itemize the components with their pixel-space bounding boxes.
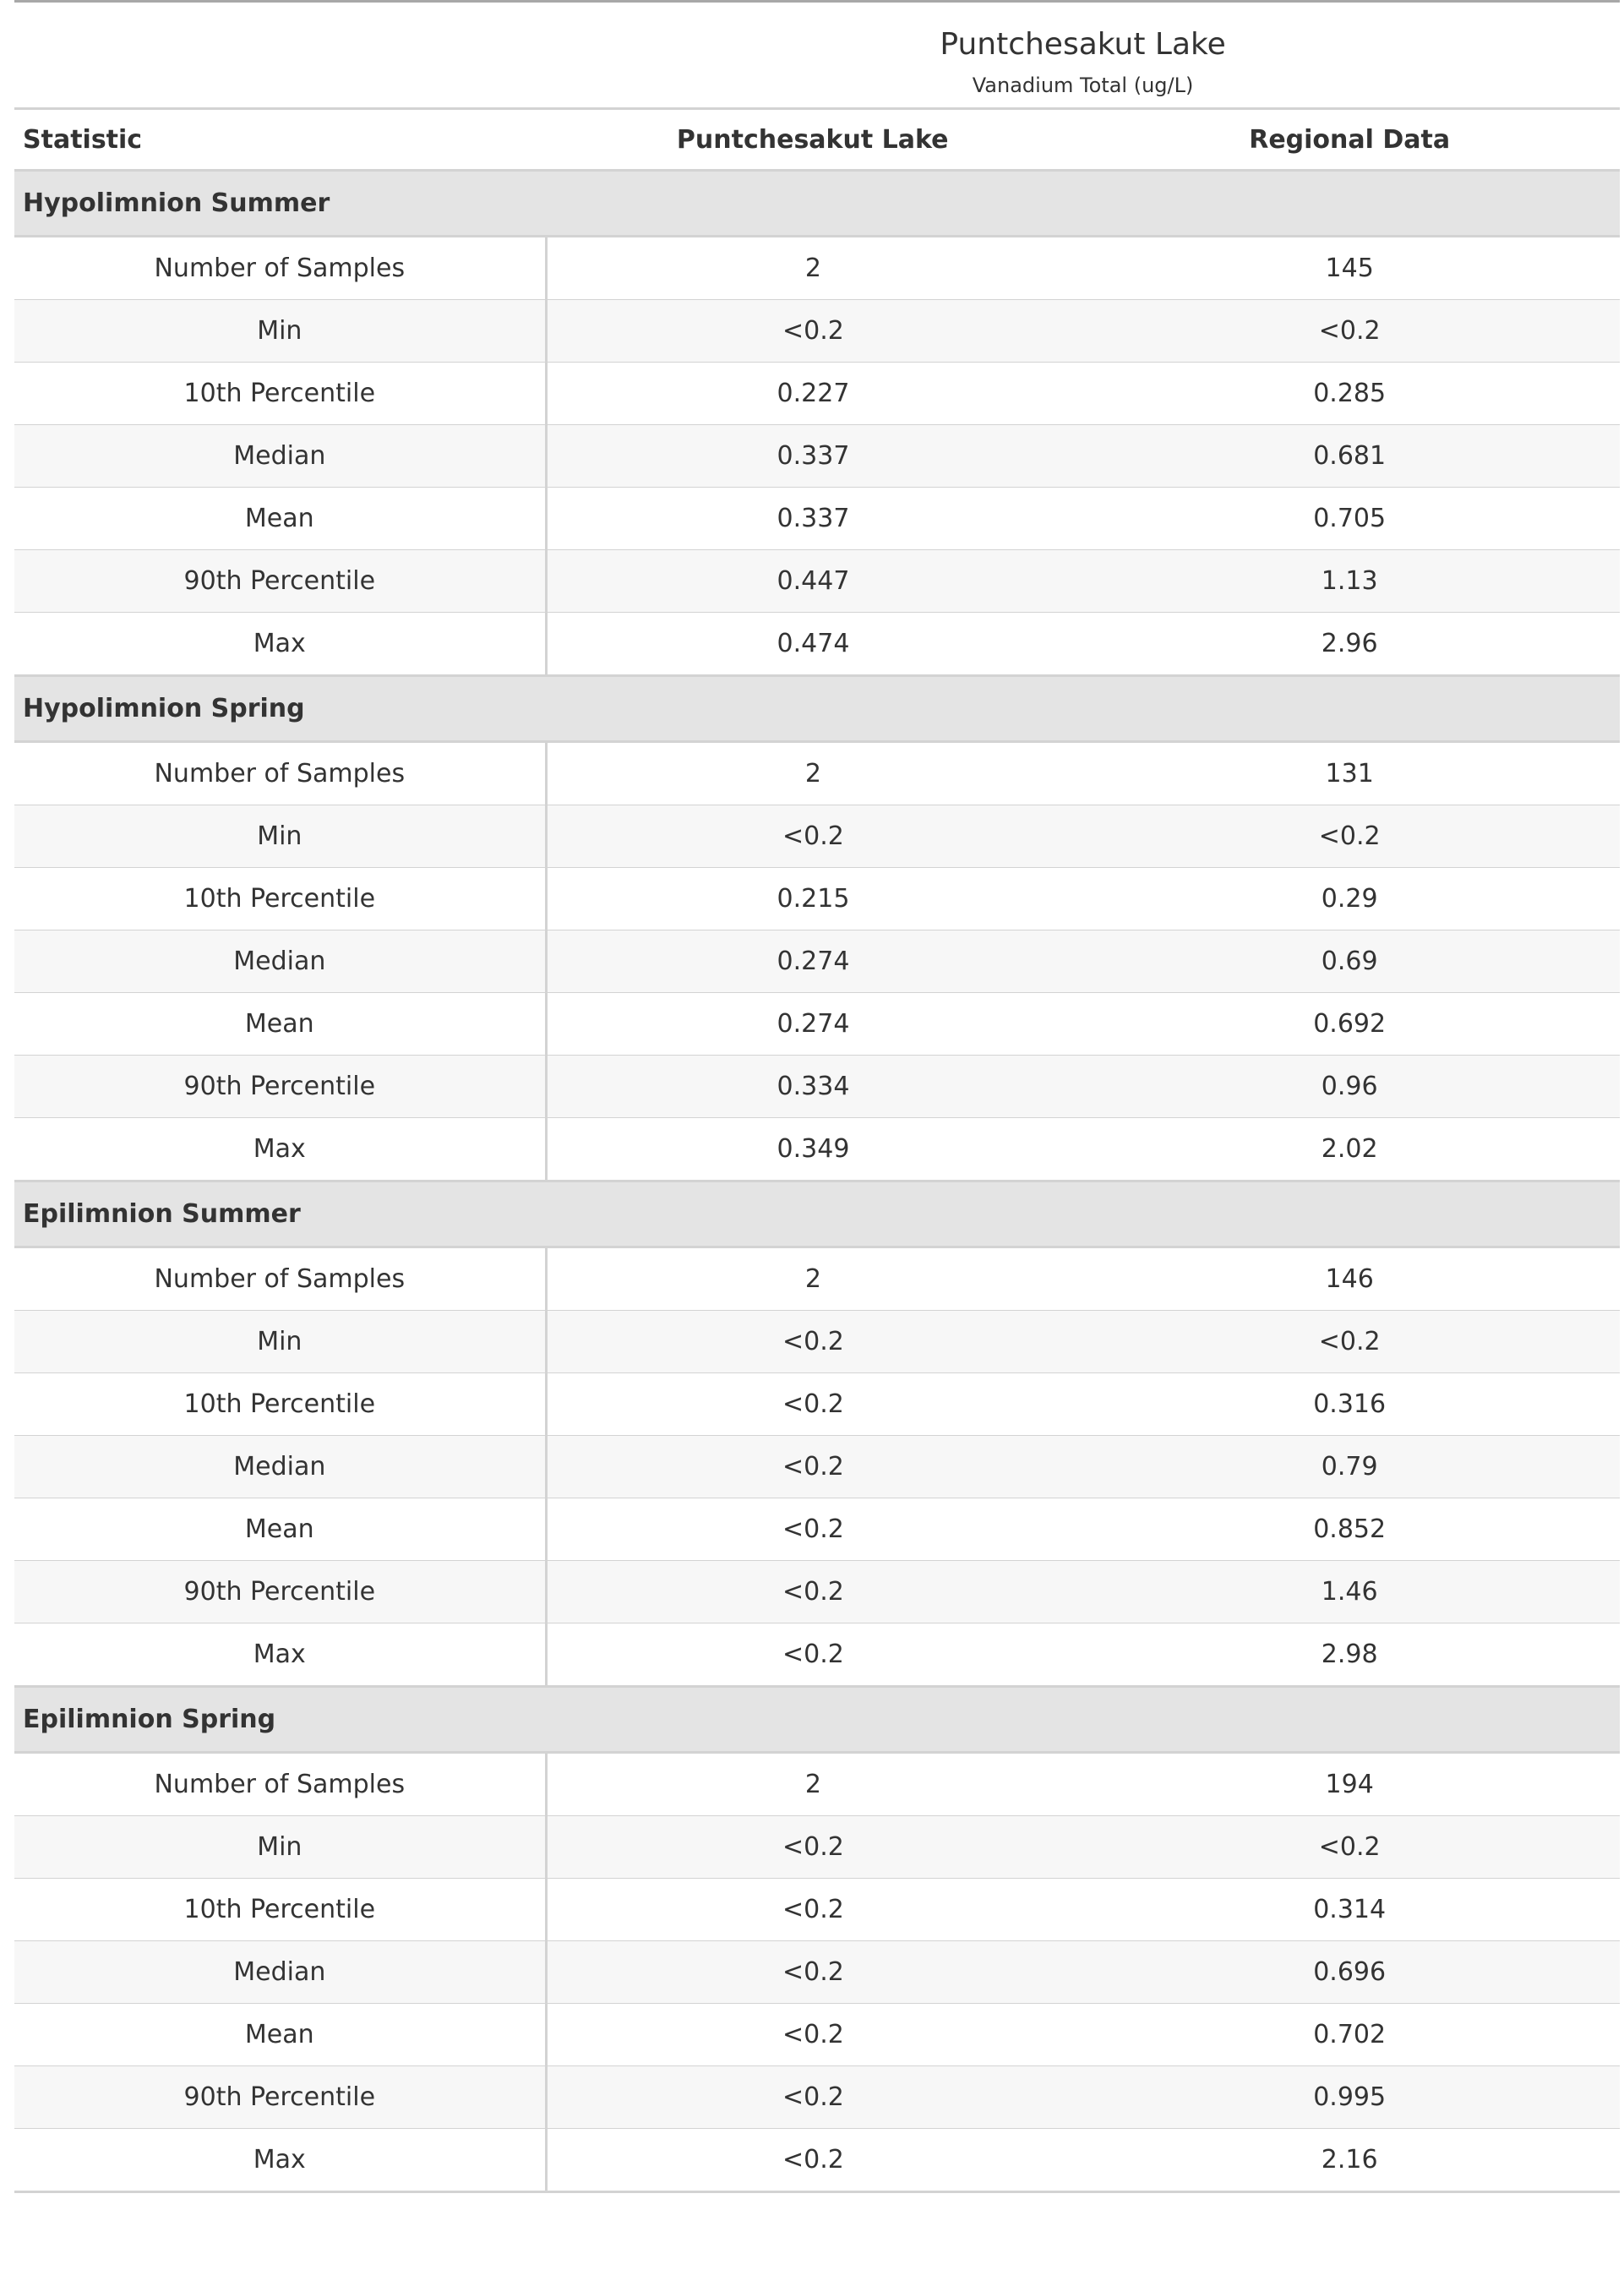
lake-value-cell: <0.2	[546, 1498, 1079, 1561]
lake-value-cell: 0.274	[546, 993, 1079, 1056]
lake-value-cell: <0.2	[546, 1816, 1079, 1879]
regional-value-cell: 1.13	[1079, 550, 1620, 613]
regional-value-cell: 2.16	[1079, 2129, 1620, 2192]
stat-cell: Median	[14, 1436, 546, 1498]
stat-cell: 90th Percentile	[14, 2066, 546, 2129]
regional-value-cell: <0.2	[1079, 1816, 1620, 1879]
lake-value-cell: 0.215	[546, 868, 1079, 930]
stat-cell: 90th Percentile	[14, 1561, 546, 1623]
table-row	[14, 742, 1620, 805]
regional-value-cell: 2.96	[1079, 613, 1620, 676]
lake-value-cell: 2	[546, 742, 1079, 805]
table-row	[14, 2066, 1620, 2129]
lake-value-cell: 0.337	[546, 488, 1079, 550]
regional-value-cell: 194	[1079, 1753, 1620, 1816]
stat-cell: Number of Samples	[14, 1753, 546, 1816]
table-row	[14, 425, 1620, 488]
stat-cell: Max	[14, 1623, 546, 1687]
table-row	[14, 1816, 1620, 1879]
lake-value-cell: 2	[546, 1247, 1079, 1311]
lake-value-cell: <0.2	[546, 1436, 1079, 1498]
table-row	[14, 1436, 1620, 1498]
lake-value-cell: 0.447	[546, 550, 1079, 613]
lake-value-cell: 0.349	[546, 1118, 1079, 1181]
stat-cell: Min	[14, 1311, 546, 1373]
table-row	[14, 1498, 1620, 1561]
stat-cell: Mean	[14, 1498, 546, 1561]
lake-value-cell: <0.2	[546, 1879, 1079, 1941]
column-header-row	[14, 109, 1620, 171]
group-label: Hypolimnion Summer	[14, 171, 1620, 237]
stat-cell: Min	[14, 1816, 546, 1879]
lake-value-cell: <0.2	[546, 300, 1079, 363]
regional-value-cell: 1.46	[1079, 1561, 1620, 1623]
group-header-row	[14, 1687, 1620, 1753]
lake-value-cell: <0.2	[546, 1311, 1079, 1373]
lake-value-cell: 2	[546, 237, 1079, 300]
lake-value-cell: <0.2	[546, 805, 1079, 868]
lake-value-cell: <0.2	[546, 1373, 1079, 1436]
lake-value-cell: 0.474	[546, 613, 1079, 676]
lake-value-cell: 2	[546, 1753, 1079, 1816]
table-row	[14, 363, 1620, 425]
group-header-row	[14, 171, 1620, 237]
stat-cell: 90th Percentile	[14, 550, 546, 613]
regional-value-cell: 0.705	[1079, 488, 1620, 550]
regional-value-cell: 146	[1079, 1247, 1620, 1311]
stat-cell: Median	[14, 1941, 546, 2004]
regional-value-cell: 0.69	[1079, 930, 1620, 993]
regional-value-cell: 131	[1079, 742, 1620, 805]
table-body	[14, 171, 1620, 2192]
table-row	[14, 488, 1620, 550]
table-row	[14, 1879, 1620, 1941]
regional-value-cell: <0.2	[1079, 1311, 1620, 1373]
table-row	[14, 237, 1620, 300]
regional-value-cell: 0.702	[1079, 2004, 1620, 2066]
table-row	[14, 993, 1620, 1056]
summary-table-container	[14, 0, 1620, 2193]
table-row	[14, 1056, 1620, 1118]
lake-value-cell: <0.2	[546, 1623, 1079, 1687]
table-subtitle: Vanadium Total (ug/L)	[972, 74, 1194, 97]
stat-cell: 10th Percentile	[14, 868, 546, 930]
lake-value-cell: <0.2	[546, 1941, 1079, 2004]
table-row	[14, 613, 1620, 676]
stat-cell: Number of Samples	[14, 1247, 546, 1311]
table-row	[14, 1623, 1620, 1687]
stat-cell: Mean	[14, 2004, 546, 2066]
table-row	[14, 805, 1620, 868]
table-row	[14, 1753, 1620, 1816]
lake-value-cell: <0.2	[546, 2066, 1079, 2129]
table-row	[14, 1247, 1620, 1311]
table-row	[14, 1373, 1620, 1436]
table-title-row	[14, 2, 1620, 64]
stat-cell: Max	[14, 613, 546, 676]
table-subtitle-row	[14, 63, 1620, 109]
stat-cell: Min	[14, 805, 546, 868]
table-row	[14, 930, 1620, 993]
regional-value-cell: 2.02	[1079, 1118, 1620, 1181]
lake-value-cell: <0.2	[546, 1561, 1079, 1623]
table-row	[14, 1311, 1620, 1373]
column-header-statistic: Statistic	[14, 109, 546, 171]
regional-value-cell: <0.2	[1079, 805, 1620, 868]
stat-cell: Max	[14, 2129, 546, 2192]
regional-value-cell: 0.852	[1079, 1498, 1620, 1561]
lake-value-cell: 0.274	[546, 930, 1079, 993]
stat-cell: Min	[14, 300, 546, 363]
table-row	[14, 1118, 1620, 1181]
lake-value-cell: <0.2	[546, 2129, 1079, 2192]
table-row	[14, 868, 1620, 930]
stat-cell: 10th Percentile	[14, 1879, 546, 1941]
table-row	[14, 550, 1620, 613]
regional-value-cell: 145	[1079, 237, 1620, 300]
table-row	[14, 300, 1620, 363]
stat-cell: 90th Percentile	[14, 1056, 546, 1118]
table-row	[14, 2129, 1620, 2192]
regional-value-cell: 0.96	[1079, 1056, 1620, 1118]
stat-cell: 10th Percentile	[14, 1373, 546, 1436]
stat-cell: Number of Samples	[14, 237, 546, 300]
group-label: Hypolimnion Spring	[14, 676, 1620, 742]
lake-value-cell: <0.2	[546, 2004, 1079, 2066]
group-label: Epilimnion Spring	[14, 1687, 1620, 1753]
regional-value-cell: 0.692	[1079, 993, 1620, 1056]
table-title: Puntchesakut Lake	[940, 27, 1226, 62]
stat-cell: Mean	[14, 488, 546, 550]
regional-value-cell: 0.29	[1079, 868, 1620, 930]
regional-value-cell: 0.314	[1079, 1879, 1620, 1941]
summary-table	[14, 0, 1620, 2193]
group-label: Epilimnion Summer	[14, 1181, 1620, 1247]
regional-value-cell: 0.995	[1079, 2066, 1620, 2129]
lake-value-cell: 0.227	[546, 363, 1079, 425]
regional-value-cell: 0.696	[1079, 1941, 1620, 2004]
column-header-regional: Regional Data	[1079, 109, 1620, 171]
group-header-row	[14, 676, 1620, 742]
table-head	[14, 2, 1620, 171]
regional-value-cell: 0.285	[1079, 363, 1620, 425]
stat-cell: Median	[14, 425, 546, 488]
regional-value-cell: 2.98	[1079, 1623, 1620, 1687]
lake-value-cell: 0.337	[546, 425, 1079, 488]
stat-cell: 10th Percentile	[14, 363, 546, 425]
regional-value-cell: 0.681	[1079, 425, 1620, 488]
table-row	[14, 1561, 1620, 1623]
regional-value-cell: 0.316	[1079, 1373, 1620, 1436]
table-row	[14, 1941, 1620, 2004]
column-header-lake: Puntchesakut Lake	[546, 109, 1079, 171]
lake-value-cell: 0.334	[546, 1056, 1079, 1118]
stat-cell: Median	[14, 930, 546, 993]
stat-cell: Number of Samples	[14, 742, 546, 805]
stat-cell: Max	[14, 1118, 546, 1181]
group-header-row	[14, 1181, 1620, 1247]
regional-value-cell: 0.79	[1079, 1436, 1620, 1498]
regional-value-cell: <0.2	[1079, 300, 1620, 363]
table-row	[14, 2004, 1620, 2066]
stat-cell: Mean	[14, 993, 546, 1056]
